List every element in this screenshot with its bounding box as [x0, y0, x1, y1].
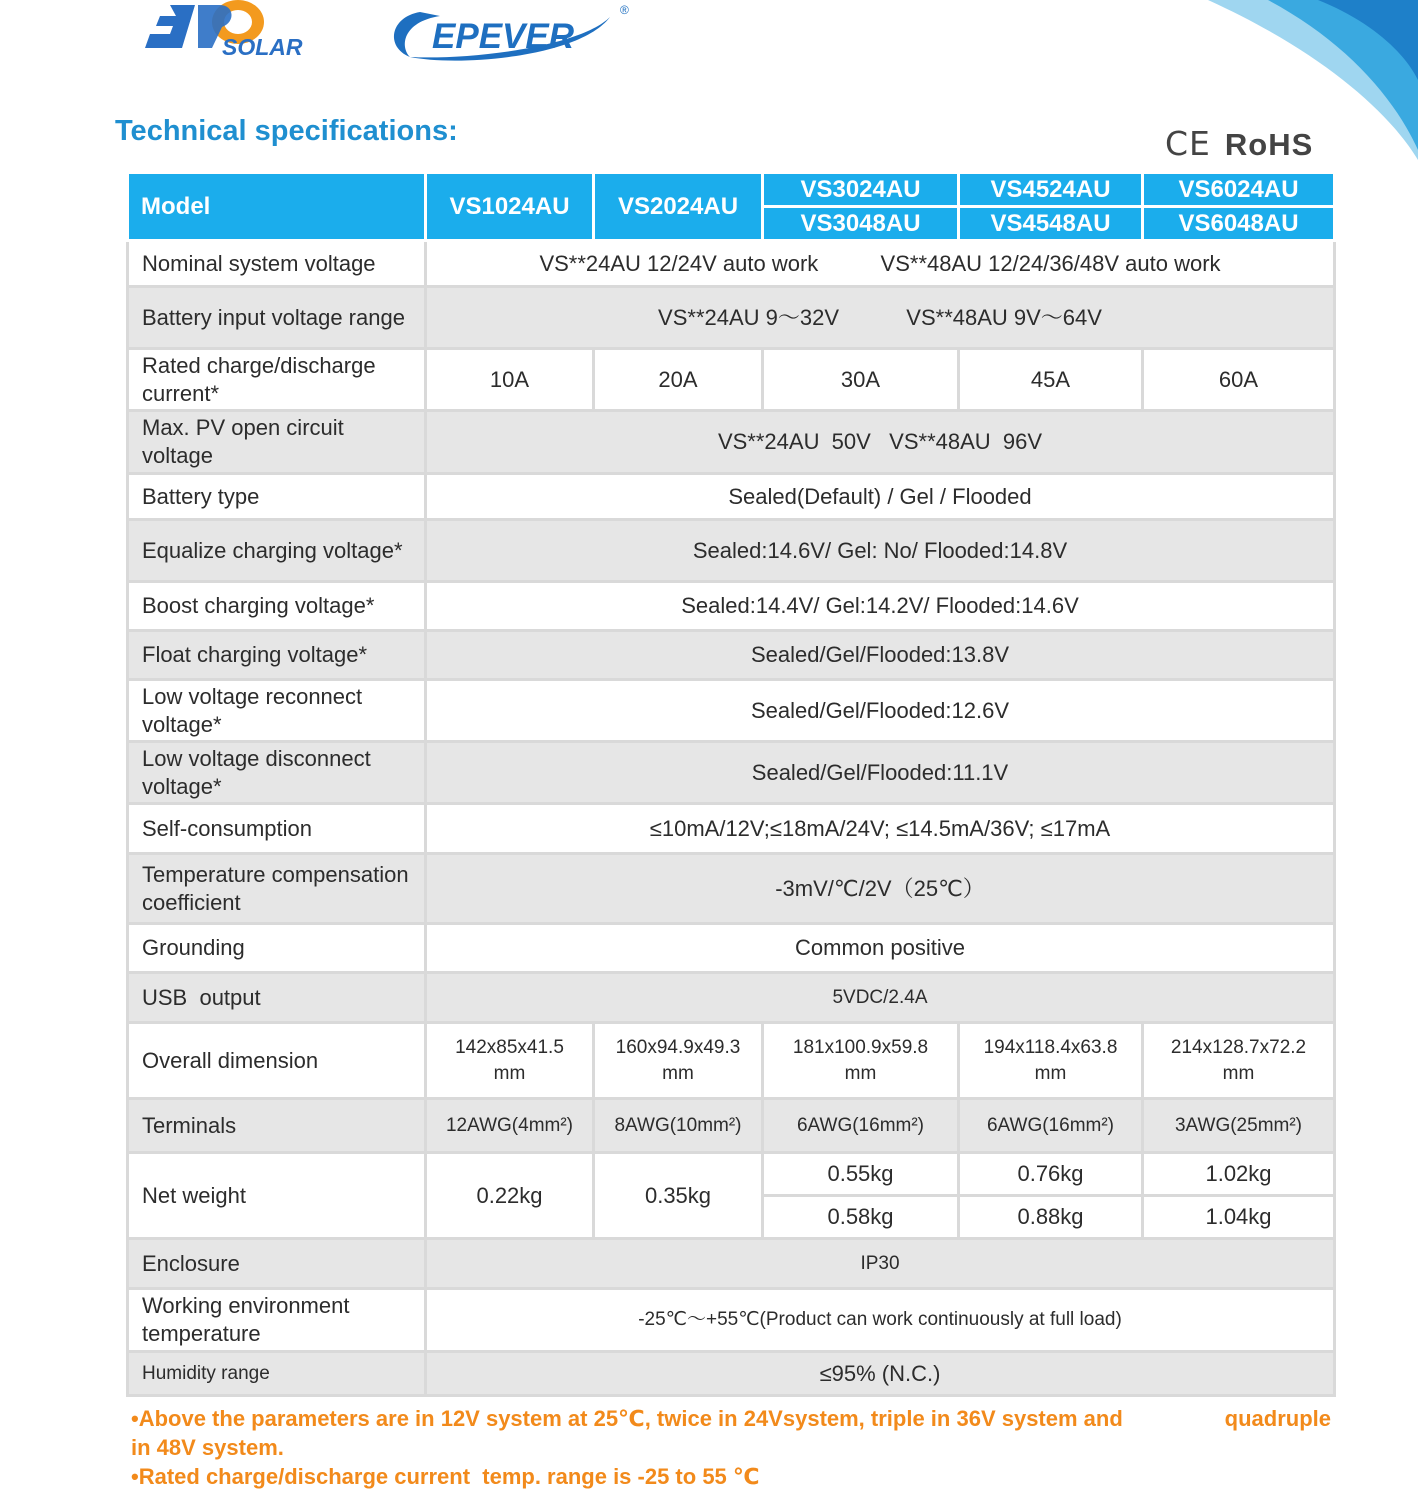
- row-value: Common positive: [426, 924, 1335, 973]
- rated-current-cell: 45A: [959, 349, 1143, 411]
- table-row: [128, 349, 1335, 411]
- net-weight-48-cell: 1.04kg: [1143, 1196, 1335, 1239]
- row-value: Sealed:14.4V/ Gel:14.2V/ Flooded:14.6V: [426, 582, 1335, 631]
- footnote-1: •Above the parameters are in 12V system at 25℃, twice in 24Vsystem, triple in 36V system and: [131, 1406, 1123, 1431]
- row-label: Boost charging voltage*: [128, 582, 426, 631]
- battery-input-48: VS**48AU 9V～64V: [906, 304, 1102, 330]
- dimension-cell: 181x100.9x59.8 mm: [763, 1023, 959, 1099]
- terminal-cell: 6AWG(16mm²): [763, 1099, 959, 1153]
- epever-text: EPEVER: [432, 17, 574, 56]
- row-value: Sealed/Gel/Flooded:12.6V: [426, 680, 1335, 742]
- table-row: [128, 924, 1335, 973]
- terminal-cell: 3AWG(25mm²): [1143, 1099, 1335, 1153]
- table-row: [128, 287, 1335, 349]
- header-model: VS2024AU: [594, 173, 763, 241]
- dimension-cell: 160x94.9x49.3 mm: [594, 1023, 763, 1099]
- terminal-cell: 8AWG(10mm²): [594, 1099, 763, 1153]
- rated-current-cell: 20A: [594, 349, 763, 411]
- rated-current-cell: 30A: [763, 349, 959, 411]
- rohs-mark: RoHS: [1224, 127, 1314, 162]
- table-row: [128, 1023, 1335, 1099]
- row-value: -3mV/℃/2V（25℃）: [426, 854, 1335, 924]
- header-model-48: VS6048AU: [1143, 207, 1335, 241]
- ep-solar-logo: [140, 0, 345, 70]
- row-label: Temperature compensation coefficient: [128, 854, 426, 924]
- net-weight-48-cell: 0.88kg: [959, 1196, 1143, 1239]
- row-label: Battery input voltage range: [128, 287, 426, 349]
- epever-logo: [380, 2, 640, 67]
- rated-current-cell: 60A: [1143, 349, 1335, 411]
- row-label: Terminals: [128, 1099, 426, 1153]
- table-row: [128, 631, 1335, 680]
- net-weight-cell: 0.22kg: [426, 1153, 594, 1239]
- net-weight-cell: 0.55kg: [763, 1153, 959, 1196]
- row-label: Equalize charging voltage*: [128, 520, 426, 582]
- terminal-cell: 12AWG(4mm²): [426, 1099, 594, 1153]
- row-value: IP30: [426, 1239, 1335, 1289]
- header-model-label: Model: [128, 173, 426, 241]
- table-row: [128, 854, 1335, 924]
- row-value: -25℃～+55℃(Product can work continuously at full load): [426, 1289, 1335, 1352]
- row-label: Enclosure: [128, 1239, 426, 1289]
- row-value: Sealed(Default) / Gel / Flooded: [426, 474, 1335, 520]
- table-row: [128, 1153, 1335, 1196]
- table-row: [128, 411, 1335, 474]
- row-label: USB output: [128, 973, 426, 1023]
- ep-solar-text: SOLAR: [222, 34, 303, 60]
- row-label: Battery type: [128, 474, 426, 520]
- row-label: Overall dimension: [128, 1023, 426, 1099]
- header-model-48: VS4548AU: [959, 207, 1143, 241]
- net-weight-48-cell: 0.58kg: [763, 1196, 959, 1239]
- dimension-cell: 194x118.4x63.8 mm: [959, 1023, 1143, 1099]
- footnote-1-cont: in 48V system.: [131, 1435, 284, 1460]
- row-label: Nominal system voltage: [128, 241, 426, 287]
- header-model: VS6024AU: [1143, 173, 1335, 207]
- row-label: Humidity range: [128, 1352, 426, 1396]
- table-row: [128, 474, 1335, 520]
- footnote-1-end: quadruple: [1224, 1406, 1331, 1431]
- row-label: Net weight: [128, 1153, 426, 1239]
- footnotes: [131, 1404, 1331, 1491]
- row-value: 5VDC/2.4A: [426, 973, 1335, 1023]
- table-row: [128, 680, 1335, 742]
- table-row: [128, 582, 1335, 631]
- battery-input-24: VS**24AU 9～32V: [658, 304, 840, 330]
- row-value: Sealed/Gel/Flooded:13.8V: [426, 631, 1335, 680]
- row-value: ≤10mA/12V;≤18mA/24V; ≤14.5mA/36V; ≤17mA: [426, 804, 1335, 854]
- nominal-voltage-24: VS**24AU 12/24V auto work: [539, 250, 819, 276]
- table-row: [128, 241, 1335, 287]
- row-value: VS**24AU 50V VS**48AU 96V: [426, 411, 1335, 474]
- table-row: [128, 973, 1335, 1023]
- net-weight-cell: 0.35kg: [594, 1153, 763, 1239]
- table-row: [128, 1289, 1335, 1352]
- table-row: [128, 520, 1335, 582]
- dimension-cell: 214x128.7x72.2 mm: [1143, 1023, 1335, 1099]
- table-row: [128, 1099, 1335, 1153]
- registered-mark: ®: [620, 3, 629, 17]
- table-row: [128, 1239, 1335, 1289]
- row-label: Float charging voltage*: [128, 631, 426, 680]
- row-label: Grounding: [128, 924, 426, 973]
- table-row: [128, 804, 1335, 854]
- row-value: [426, 287, 1335, 349]
- row-value: Sealed:14.6V/ Gel: No/ Flooded:14.8V: [426, 520, 1335, 582]
- header-model: VS1024AU: [426, 173, 594, 241]
- page-title: Technical specifications:: [115, 115, 458, 147]
- row-label: Low voltage disconnect voltage*: [128, 742, 426, 804]
- net-weight-cell: 1.02kg: [1143, 1153, 1335, 1196]
- rated-current-cell: 10A: [426, 349, 594, 411]
- dimension-cell: 142x85x41.5 mm: [426, 1023, 594, 1099]
- footnote-2: •Rated charge/discharge current temp. range is -25 to 55 ℃: [131, 1464, 760, 1489]
- header-model-48: VS3048AU: [763, 207, 959, 241]
- spec-table: [126, 171, 1336, 1397]
- header-model: VS3024AU: [763, 173, 959, 207]
- row-value: Sealed/Gel/Flooded:11.1V: [426, 742, 1335, 804]
- row-value: ≤95% (N.C.): [426, 1352, 1335, 1396]
- header-model: VS4524AU: [959, 173, 1143, 207]
- certification-marks: [1165, 124, 1313, 163]
- row-label: Rated charge/discharge current*: [128, 349, 426, 411]
- nominal-voltage-48: VS**48AU 12/24/36/48V auto work: [880, 250, 1221, 276]
- net-weight-cell: 0.76kg: [959, 1153, 1143, 1196]
- row-label: Low voltage reconnect voltage*: [128, 680, 426, 742]
- ce-mark: CE: [1165, 124, 1211, 163]
- table-row: [128, 1352, 1335, 1396]
- row-value: [426, 241, 1335, 287]
- row-label: Self-consumption: [128, 804, 426, 854]
- terminal-cell: 6AWG(16mm²): [959, 1099, 1143, 1153]
- row-label: Working environment temperature: [128, 1289, 426, 1352]
- row-label: Max. PV open circuit voltage: [128, 411, 426, 474]
- table-row: [128, 742, 1335, 804]
